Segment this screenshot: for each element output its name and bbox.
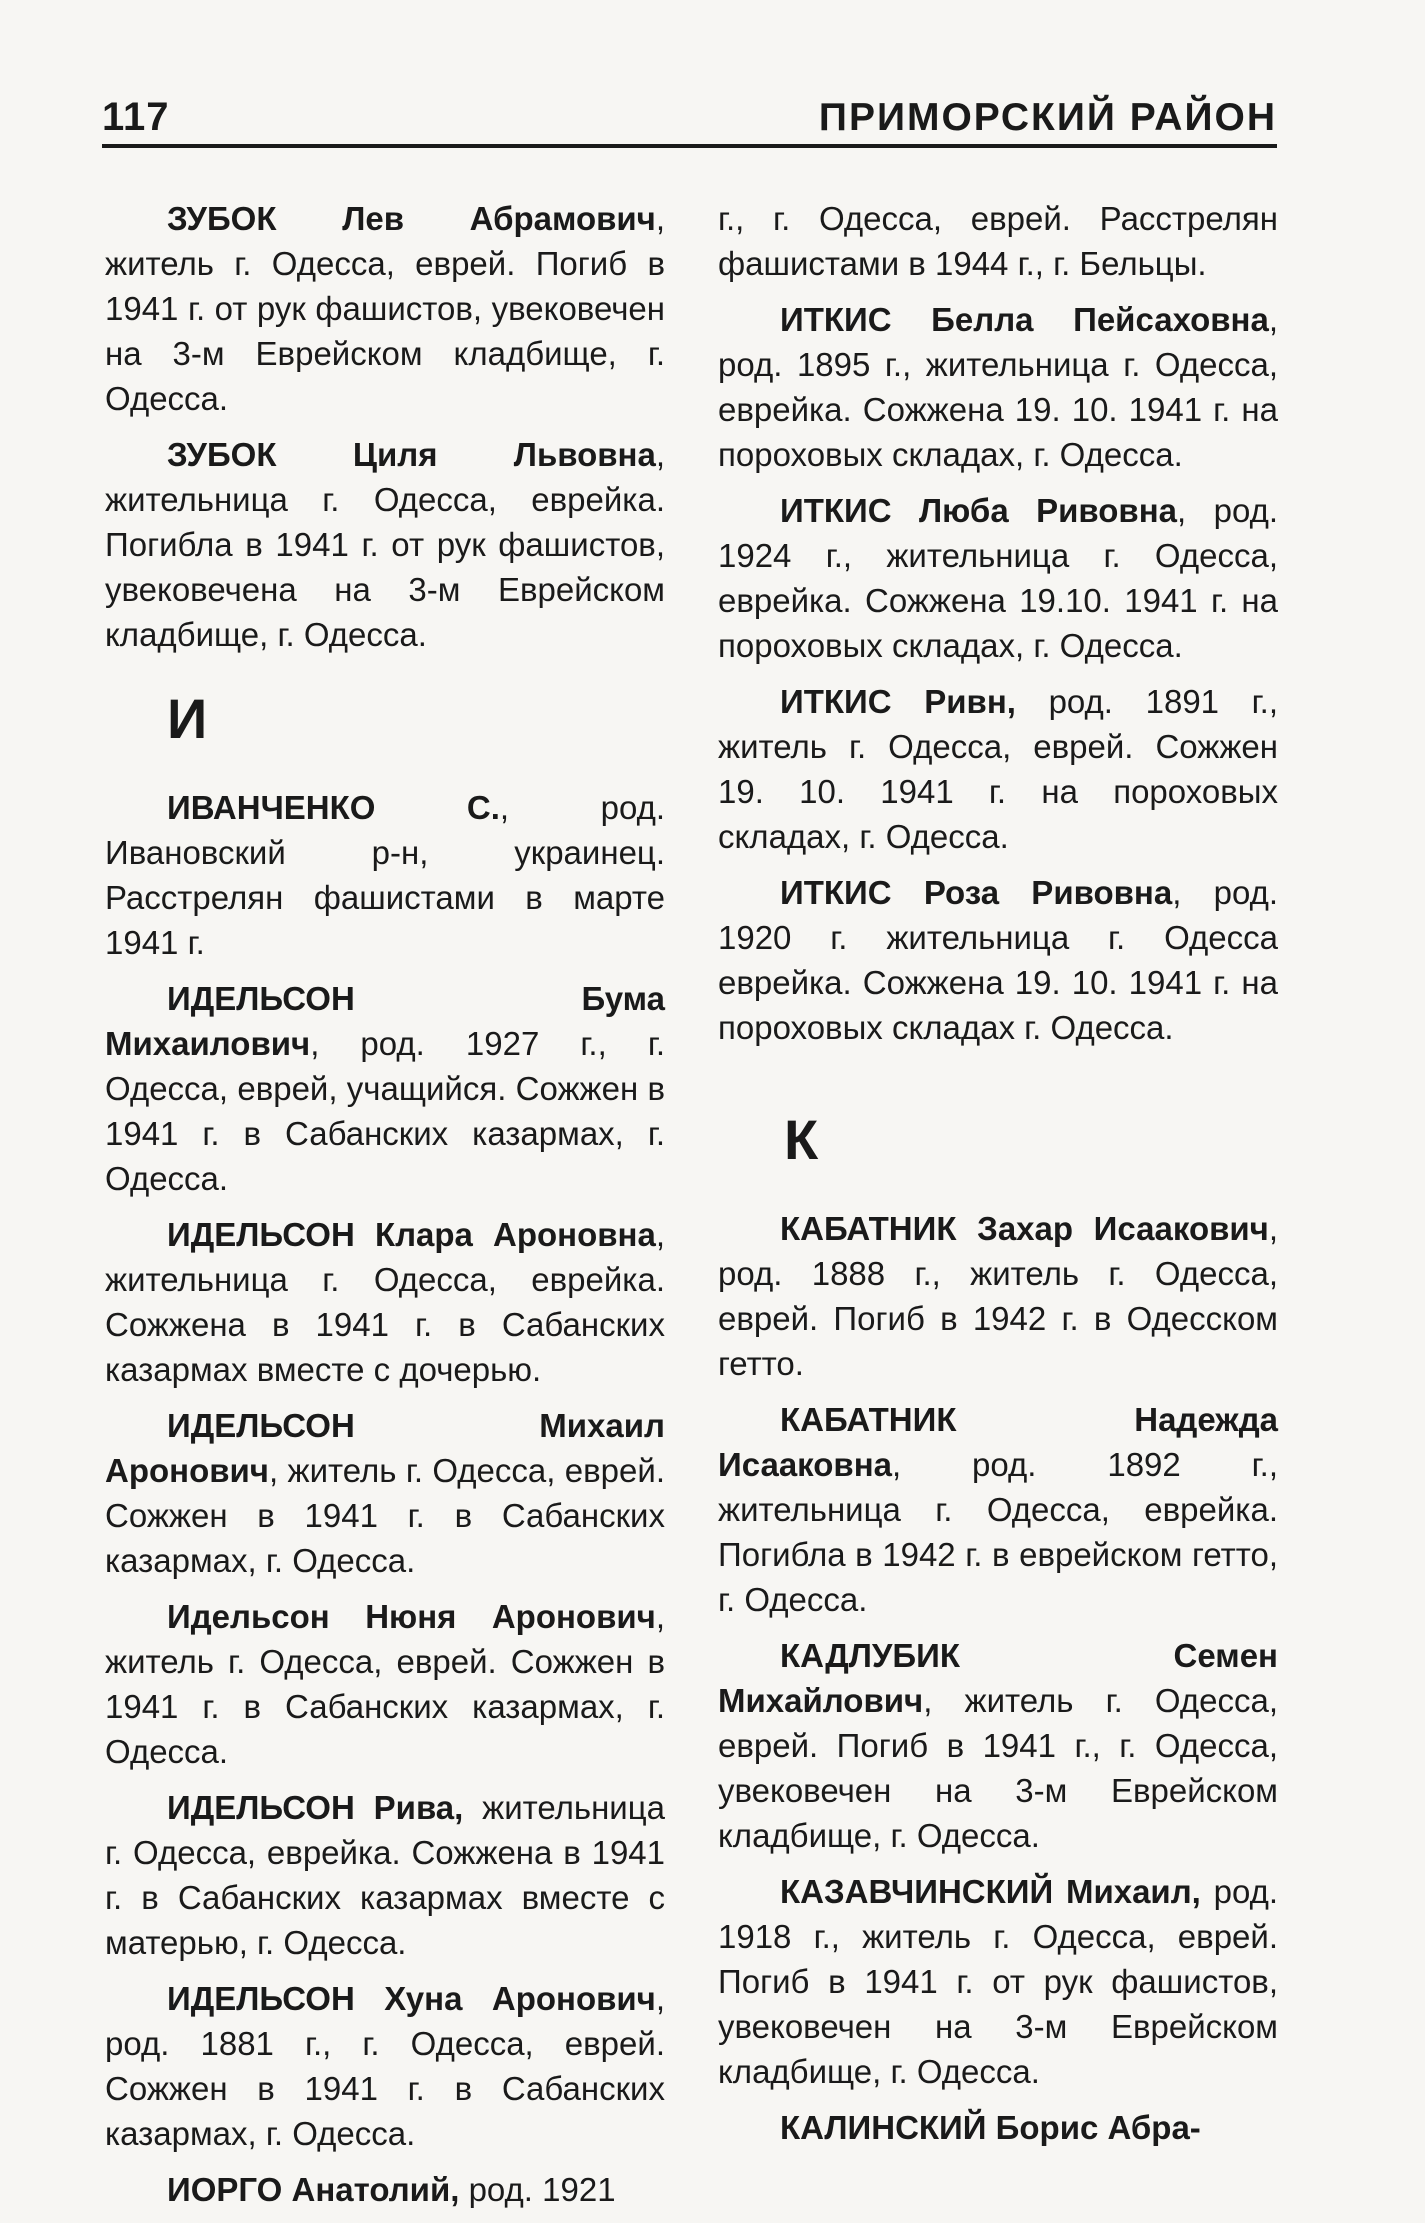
entry-group <box>718 1206 1278 2150</box>
entry <box>105 1212 665 1392</box>
entry-details: род. 1891 г., житель г. Одесса, еврей. Сожжен 19. 10. 1941 г. на пороховых складах, г. Одесса. <box>718 683 1279 855</box>
entry-surname: КАДЛУБИК <box>780 1637 960 1674</box>
entry-given-name: Люба Ривовна <box>919 492 1177 529</box>
entry <box>105 1785 665 1965</box>
entry-given-name: Белла Пейсаховна <box>931 301 1269 338</box>
entry-details: жительница г. Одесса, еврейка. Сожжена в 1941 г. в Сабанских казармах вместе с матерью, г. Одесса. <box>105 1789 665 1961</box>
entry <box>105 432 665 657</box>
entry-given-name: Анатолий, <box>291 2171 460 2208</box>
entry <box>718 297 1278 477</box>
entry-surname: ЗУБОК <box>167 436 277 473</box>
entry-surname: ИДЕЛЬСОН <box>167 1407 355 1444</box>
entry-surname: ИДЕЛЬСОН <box>167 1980 355 2017</box>
entry <box>105 196 665 421</box>
entry <box>105 1594 665 1774</box>
right-column <box>718 196 1278 2161</box>
entry-given-name: Михаил Аронович <box>105 1407 665 1489</box>
entry <box>105 785 665 965</box>
entry-details: , род. 1892 г., жительница г. Одесса, еврейка. Погибла в 1942 г. в еврейском гетто, г. Одесса. <box>718 1446 1278 1618</box>
entry-given-name: Лев Абрамович <box>342 200 656 237</box>
entry-surname: КАЗАВЧИНСКИЙ <box>780 1873 1054 1910</box>
entry-surname: ИДЕЛЬСОН <box>167 980 355 1017</box>
entry-surname: ИТКИС <box>780 492 892 529</box>
entry-given-name: Ривн, <box>924 683 1016 720</box>
entry-given-name: Клара Ароновна <box>374 1216 656 1253</box>
entry <box>105 1976 665 2156</box>
entry-details: , род. Ивановский р-н, украинец. Расстрелян фашистами в марте 1941 г. <box>105 789 665 961</box>
entry-details: , род. 1927 г., г. Одесса, еврей, учащийся. Сожжен в 1941 г. в Сабанских казармах, г. Одесса. <box>105 1025 665 1197</box>
entry-group <box>105 785 665 2212</box>
entry-given-name: Захар Исаакович <box>977 1210 1269 1247</box>
entry <box>718 1206 1278 1386</box>
entry-surname: КАБАТНИК <box>780 1210 957 1247</box>
entry <box>718 1397 1278 1622</box>
entry-details: , житель г. Одесса, еврей. Погиб в 1941 г., г. Одесса, увековечен на 3-м Еврейском кладбище, г. Одесса. <box>718 1682 1278 1854</box>
entry-given-name: Михаил, <box>1065 1873 1201 1910</box>
entry <box>105 2167 665 2212</box>
entry-given-name: Хуна Аронович <box>384 1980 656 2017</box>
entry-details: , род. 1881 г., г. Одесса, еврей. Сожжен в 1941 г. в Сабанских казармах, г. Одесса. <box>105 1980 665 2152</box>
left-column <box>105 196 665 2223</box>
entry-given-name: Семен Михайлович <box>718 1637 1278 1719</box>
entry-surname: ЗУБОК <box>167 200 277 237</box>
entry-details: , житель г. Одесса, еврей. Погиб в 1941 г. от рук фашистов, увековечен на 3-м Еврейском кладбище, г. Одесса. <box>105 200 666 417</box>
entry <box>718 2105 1278 2150</box>
entry-details: , род. 1895 г., жительница г. Одесса, еврейка. Сожжена 19. 10. 1941 г. на пороховых складах, г. Одесса. <box>718 301 1279 473</box>
entry-details: , род. 1888 г., житель г. Одесса, еврей. Погиб в 1942 г. в Одесском гетто. <box>718 1210 1278 1382</box>
entry-details: род. 1918 г., житель г. Одесса, еврей. Погиб в 1941 г. от рук фашистов, увековечен на 3-м Еврейском кладбище, г. Одесса. <box>718 1873 1279 2090</box>
section-letter: И <box>167 687 208 750</box>
entry <box>718 488 1278 668</box>
entry <box>718 1633 1278 1858</box>
page-header <box>102 88 1277 148</box>
page-number: 117 <box>102 95 170 139</box>
entry-surname: ИДЕЛЬСОН <box>167 1789 355 1826</box>
entry-given-name: С. <box>466 789 500 826</box>
entry <box>105 1403 665 1583</box>
entry <box>718 870 1278 1050</box>
entry-given-name: Надежда Исааковна <box>718 1401 1278 1483</box>
entry-details: , жительница г. Одесса, еврейка. Погибла в 1941 г. от рук фашистов, увековечена на 3-м Еврейском кладбище, г. Одесса. <box>105 436 665 653</box>
entry-surname: КАЛИНСКИЙ <box>780 2109 987 2146</box>
entry-surname: ИТКИС <box>780 301 892 338</box>
entry-group <box>718 297 1278 1050</box>
entry-details: род. 1921 <box>459 2171 616 2208</box>
entry <box>718 679 1278 859</box>
entry-group <box>105 196 665 657</box>
entry <box>105 976 665 1201</box>
entry-surname: ИОРГО <box>167 2171 283 2208</box>
entry-surname: ИДЕЛЬСОН <box>167 1216 355 1253</box>
entry-given-name: Роза Ривовна <box>923 874 1173 911</box>
entry-details: , жительница г. Одесса, еврейка. Сожжена в 1941 г. в Сабанских казармах вместе с дочерью. <box>105 1216 666 1388</box>
continued-entry-text: г., г. Одесса, еврей. Расстрелян фашистами в 1944 г., г. Бельцы. <box>718 200 1278 282</box>
section-letter: К <box>784 1108 819 1171</box>
entry-given-name: Борис Абра- <box>995 2109 1201 2146</box>
entry-surname: ИТКИС <box>780 874 892 911</box>
entry-given-name: Бума Михаилович <box>105 980 665 1062</box>
entry-surname: ИВАНЧЕНКО <box>167 789 376 826</box>
entry-surname: КАБАТНИК <box>780 1401 957 1438</box>
entry-details: , род. 1924 г., жительница г. Одесса, еврейка. Сожжена 19.10. 1941 г. на пороховых складах, г. Одесса. <box>718 492 1279 664</box>
entry-given-name: Циля Львовна <box>352 436 656 473</box>
entry-surname: ИТКИС <box>780 683 892 720</box>
entry-surname: Идельсон <box>167 1598 330 1635</box>
entry-details: , род. 1920 г. жительница г. Одесса еврейка. Сожжена 19. 10. 1941 г. на пороховых складах г. Одесса. <box>718 874 1279 1046</box>
entry <box>718 1869 1278 2094</box>
entry-given-name: Рива, <box>373 1789 464 1826</box>
running-title: ПРИМОРСКИЙ РАЙОН <box>818 96 1277 139</box>
entry-details: , житель г. Одесса, еврей. Сожжен в 1941 г. в Сабанских казармах, г. Одесса. <box>105 1452 665 1579</box>
entry-given-name: Нюня Аронович <box>365 1598 656 1635</box>
entry-details: , житель г. Одесса, еврей. Сожжен в 1941 г. в Сабанских казармах, г. Одесса. <box>105 1598 665 1770</box>
